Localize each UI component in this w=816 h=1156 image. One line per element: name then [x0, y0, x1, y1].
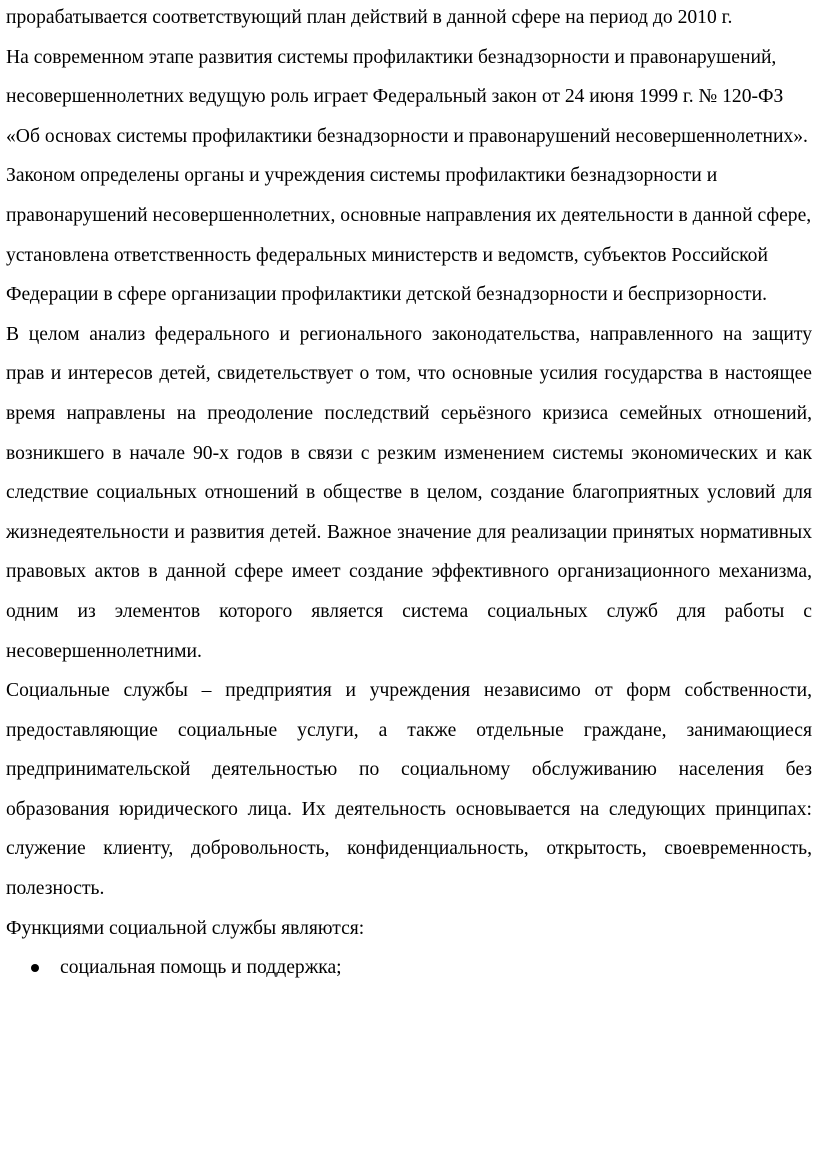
paragraph-3: В целом анализ федерального и регионального законодательства, направленного на защиту прав и интересов детей, свидетельствует о том, что основные усилия государства в настоящее время направлены на преодоление последствий серьёзного кризиса семейных отношений, возникшего в начале 90-х годов в связи с резким изменением системы экономических и как следствие социальных отношений в обществе в целом, создание благоприятных условий для жизнедеятельности и развития детей. Важное значение для реализации принятых нормативных правовых актов в данной сфере имеет создание эффективного организационного механизма, одним из элементов которого является система социальных служб для работы с несовершеннолетними. — [6, 323, 812, 662]
paragraph-2: На современном этапе развития системы профилактики безнадзорности и правонарушений, несовершеннолетних ведущую роль играет Федеральный закон от 24 июня 1999 г. № 120-ФЗ «Об основах системы профилактики безнадзорности и правонарушений несовершеннолетних». Законом определены органы и учреждения системы профилактики безнадзорности и правонарушений несовершеннолетних, основные направления их деятельности в данной сфере, установлена ответственность федеральных министерств и ведомств, субъектов Российской Федерации в сфере организации профилактики детской безнадзорности и беспризорности. — [6, 46, 812, 306]
list-item — [6, 948, 812, 988]
paragraph-1: прорабатывается соответствующий план действий в данной сфере на период до 2010 г. — [6, 7, 733, 28]
bullet-icon — [31, 964, 39, 972]
document-page — [6, 0, 812, 988]
paragraph-4: Социальные службы – предприятия и учреждения независимо от форм собственности, предоставляющие социальные услуги, а также отдельные граждане, занимающиеся предпринимательской деятельностью по социальному обслуживанию населения без образования юридического лица. Их деятельность основывается на следующих принципах: служение клиенту, добровольность, конфиденциальность, открытость, своевременность, полезность. — [6, 680, 812, 900]
bullet-list — [6, 948, 812, 988]
list-item-text: социальная помощь и поддержка; — [60, 957, 342, 979]
paragraph-5: Функциями социальной службы являются: — [6, 917, 365, 939]
